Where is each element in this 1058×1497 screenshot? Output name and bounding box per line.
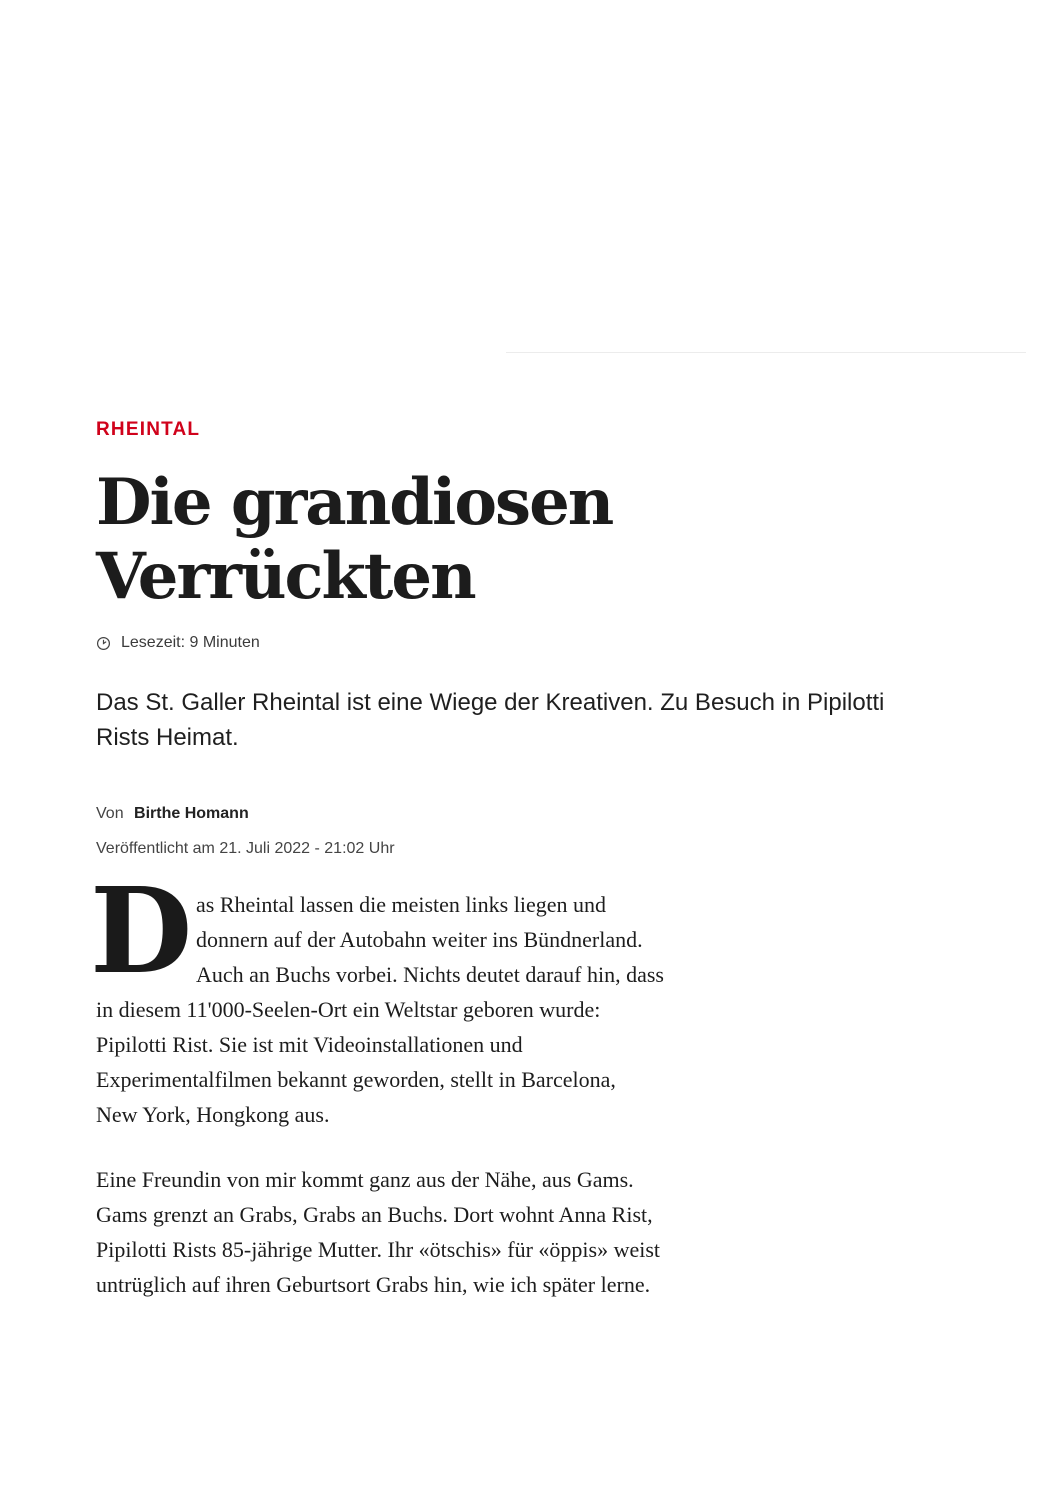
paragraph-line: in diesem 11'000-Seelen-Ort ein Weltstar geboren wurde: xyxy=(96,997,601,1022)
author-link[interactable]: Birthe Homann xyxy=(134,805,249,822)
reading-time xyxy=(96,634,260,652)
paragraph-line: Experimentalfilmen bekannt geworden, stellt in Barcelona, xyxy=(96,1067,616,1092)
paragraph-line: Gams grenzt an Grabs, Grabs an Buchs. Dort wohnt Anna Rist, xyxy=(96,1202,653,1227)
published-date: Veröffentlicht am 21. Juli 2022 - 21:02 Uhr xyxy=(96,840,395,857)
article-lead: Das St. Galler Rheintal ist eine Wiege der Kreativen. Zu Besuch in Pipilotti Rists Heimat. xyxy=(96,689,885,751)
paragraph-line: untrüglich auf ihren Geburtsort Grabs hin, wie ich später lerne. xyxy=(96,1272,651,1297)
paragraph-line: New York, Hongkong aus. xyxy=(96,1102,330,1127)
drop-cap: D xyxy=(90,861,193,1000)
paragraph-line: Auch an Buchs vorbei. Nichts deutet darauf hin, dass xyxy=(196,962,664,987)
paragraph-line: Pipilotti Rist. Sie ist mit Videoinstallationen und xyxy=(96,1032,523,1057)
byline xyxy=(96,805,249,823)
header-divider xyxy=(506,352,1026,353)
paragraph-line: donnern auf der Autobahn weiter ins Bündnerland. xyxy=(196,927,643,952)
clock-icon xyxy=(96,636,111,651)
section-kicker[interactable]: RHEINTAL xyxy=(96,419,201,440)
reading-time-label: Lesezeit: 9 Minuten xyxy=(121,634,260,651)
byline-prefix: Von xyxy=(96,805,124,822)
headline-line-1: Die grandiosen xyxy=(96,465,613,540)
paragraph-line: as Rheintal lassen die meisten links liegen und xyxy=(196,892,606,917)
headline-line-2: Verrückten xyxy=(96,539,475,614)
article-headline xyxy=(96,466,856,614)
paragraph-line: Pipilotti Rists 85-jährige Mutter. Ihr «ötschis» für «öppis» weist xyxy=(96,1237,661,1262)
paragraph-line: Eine Freundin von mir kommt ganz aus der Nähe, aus Gams. xyxy=(96,1167,634,1192)
